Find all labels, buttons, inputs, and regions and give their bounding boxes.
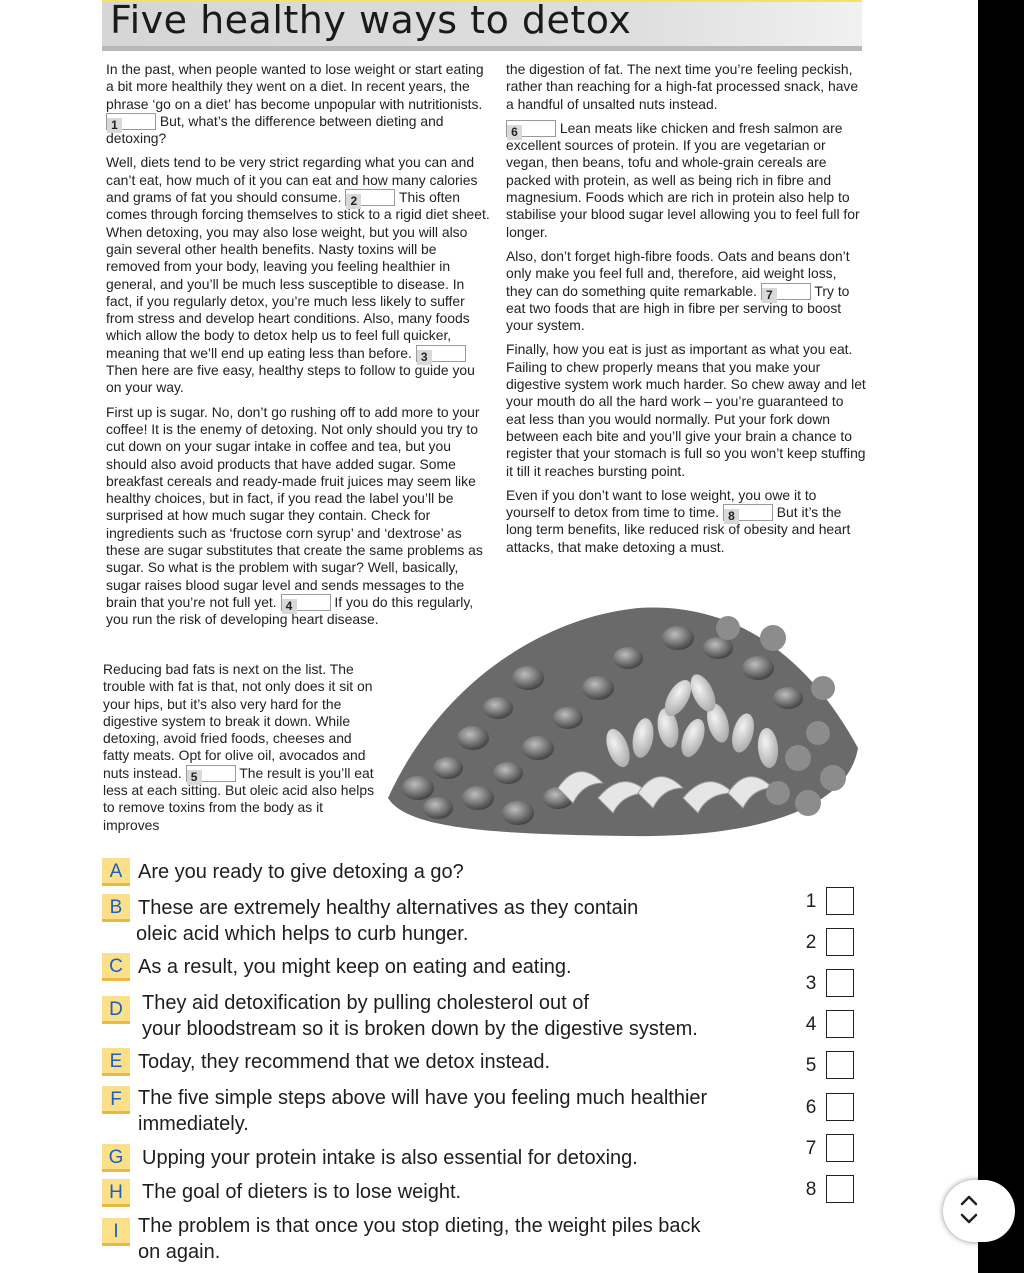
article-right-column — [506, 61, 866, 563]
answer-gap-6[interactable]: 6 — [506, 120, 556, 137]
answer-gap-7[interactable]: 7 — [761, 283, 811, 300]
nuts-illustration — [378, 598, 864, 838]
option-text: The problem is that once you stop dieting, the weight piles back on again. — [138, 1215, 701, 1263]
option-text: These are extremely healthy alternatives as they contain oleic acid which helps to curb hunger. — [136, 897, 639, 945]
option-text: Are you ready to give detoxing a go? — [138, 861, 464, 883]
option-letter: E — [102, 1048, 130, 1076]
scroll-button[interactable] — [943, 1180, 1015, 1242]
nuts-photo — [378, 598, 864, 838]
option-letter: G — [102, 1144, 130, 1172]
article-left-column-narrow — [103, 661, 381, 841]
article-paragraph: the digestion of fat. The next time you’re feeling peckish, rather than reaching for a high-fat processed snack, have a handful of unsalted nuts instead. — [506, 61, 859, 112]
answer-box-2[interactable] — [826, 928, 854, 956]
option-text: Today, they recommend that we detox instead. — [138, 1051, 551, 1073]
answer-box-8[interactable] — [826, 1175, 854, 1203]
option-letter: A — [102, 858, 130, 886]
answer-row: 1 — [800, 887, 860, 919]
left-margin — [0, 0, 96, 1273]
answer-gap-1[interactable]: 1 — [106, 113, 156, 130]
article-left-column — [106, 61, 490, 636]
answer-row: 2 — [800, 928, 860, 960]
answer-gap-4[interactable]: 4 — [281, 594, 331, 611]
option-text: The goal of dieters is to lose weight. — [142, 1181, 462, 1203]
option-text: The five simple steps above will have you feeling much healthier immediately. — [138, 1087, 708, 1135]
answer-box-7[interactable] — [826, 1134, 854, 1162]
article-paragraph: In the past, when people wanted to lose weight or start eating a bit more healthily they went on a diet. In recent years, the phrase ‘go on a diet’ has become unpopular with nutritionists. 1 But, what’s the difference between dieting and detoxing? — [106, 61, 484, 147]
answer-box-5[interactable] — [826, 1051, 854, 1079]
answer-row: 7 — [800, 1134, 860, 1166]
answer-box-4[interactable] — [826, 1010, 854, 1038]
option-text: Upping your protein intake is also essential for detoxing. — [142, 1147, 638, 1169]
option-letter: D — [102, 996, 130, 1024]
answer-row: 5 — [800, 1051, 860, 1083]
answer-gap-2[interactable]: 2 — [345, 189, 395, 206]
option-letter: I — [102, 1218, 130, 1246]
option-letter: C — [102, 953, 130, 981]
answer-gap-5[interactable]: 5 — [186, 765, 236, 782]
answer-box-6[interactable] — [826, 1093, 854, 1121]
article-paragraph: First up is sugar. No, don’t go rushing off to add more to your coffee! It is the enemy of detoxing. Not only should you try to cut down on your sugar intake in coffee and tea, but you should also avoid products that have added sugar. Some breakfast cereals and ready-made fruit juices may seem like healthy choices, but in fact, if you read the label you’ll be surprised at how much sugar they contain. Check for ingredients such as ‘fructose corn syrup’ and ‘dextrose’ as these are sugar substitutes that create the same problems as sugar. So what is the problem with sugar? Well, basically, sugar raises blood sugar level and sends messages to the brain that you’re not full yet. 4 If you do this regularly, you run the risk of developing heart disease. — [106, 403, 483, 628]
option-letter: B — [102, 894, 130, 922]
article-paragraph: Reducing bad fats is next on the list. The trouble with fat is that, not only does it sit on your hips, but it’s also very hard for the digestive system to break it down. While detoxing, avoid fried foods, cheeses and fatty meats. Opt for olive oil, avocados and nuts instead. 5 The result is you’ll eat less at each sitting. But oleic acid also helps to remove toxins from the body as it improves — [103, 661, 375, 833]
option-text: They aid detoxification by pulling cholesterol out of your bloodstream so it is broken down by the digestive system. — [142, 992, 698, 1040]
answer-gap-3[interactable]: 3 — [416, 345, 466, 362]
article-paragraph: Even if you don’t want to lose weight, you owe it to yourself to detox from time to time. 8 But it’s the long term benefits, like reduced risk of obesity and heart attacks, that make detoxing a must. — [506, 486, 851, 555]
option-text: As a result, you might keep on eating and eating. — [138, 956, 572, 978]
answer-box-3[interactable] — [826, 969, 854, 997]
answer-box-1[interactable] — [826, 887, 854, 915]
article-paragraph: Well, diets tend to be very strict regarding what you can and can’t eat, how much of it you can eat and how many calories and grams of fat you should consume. 2 This often comes through forcing themselves to stick to a rigid diet sheet. When detoxing, you may also lose weight, but you will also gain several other health benefits. Nasty toxins will be removed from your body, leaving you feeling healthier in general, and you’ll be much less susceptible to disease. In fact, if you regularly detox, you’re much less likely to suffer from stress and develop heart conditions. Also, many foods which allow the body to detox help us to feel full quicker, meaning that we’ll end up eating less than before. 3 Then here are five easy, healthy steps to follow to guide you on your way. — [106, 154, 490, 396]
page-title: Five healthy ways to detox — [110, 0, 632, 42]
answer-row: 8 — [800, 1175, 860, 1207]
option-letter: H — [102, 1179, 130, 1207]
answer-row: 3 — [800, 969, 860, 1001]
article-paragraph: Finally, how you eat is just as important as what you eat. Failing to chew properly means that you make your digestive system work much harder. So chew away and let your mouth do all the hard work – you’re guaranteed to eat less than you would normally. Put your fork down between each bite and you’ll give your brain a chance to register that your stomach is full so you won’t keep stuffing it till it reaches bursting point. — [506, 341, 866, 479]
answer-row: 4 — [800, 1010, 860, 1042]
article-paragraph: 6 Lean meats like chicken and fresh salmon are excellent sources of protein. If you are vegetarian or vegan, then beans, tofu and whole-grain cereals are packed with protein, as well as being rich in fibre and magnesium. Foods which are rich in protein also help to stabilise your blood sugar level allowing you to feel full for longer. — [506, 119, 860, 240]
chevron-up-down-icon — [943, 1180, 1015, 1242]
answer-gap-8[interactable]: 8 — [723, 504, 773, 521]
option-letter: F — [102, 1086, 130, 1114]
right-dark-bar — [978, 0, 1024, 1273]
article-paragraph: Also, don’t forget high-fibre foods. Oats and beans don’t only make you feel full and, therefore, aid weight loss, they can do something quite remarkable. 7 Try to eat two foods that are high in fibre per serving to boost your system. — [506, 247, 850, 334]
answer-row: 6 — [800, 1093, 860, 1125]
